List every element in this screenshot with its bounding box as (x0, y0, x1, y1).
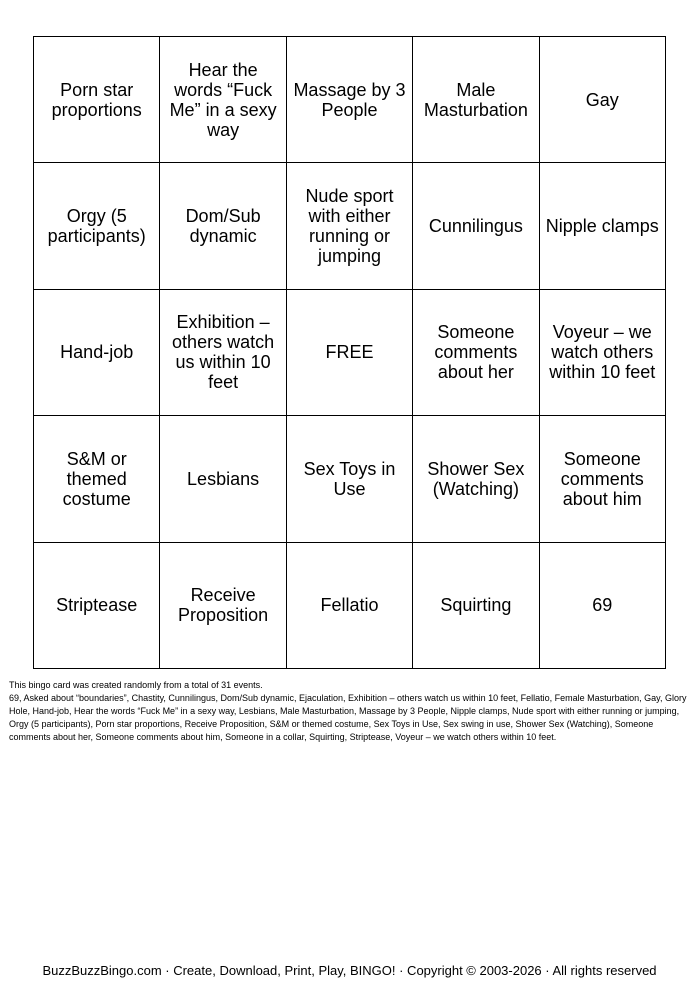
bingo-row (34, 37, 666, 163)
bingo-cell: Sex Toys in Use (286, 416, 412, 542)
bingo-row (34, 289, 666, 415)
bingo-cell: Someone comments about him (539, 416, 665, 542)
bingo-cell: Nude sport with either running or jumping (286, 163, 412, 289)
bingo-cell: Striptease (34, 542, 160, 668)
bingo-cell: Lesbians (160, 416, 286, 542)
bingo-row (34, 163, 666, 289)
bingo-cell: Receive Proposition (160, 542, 286, 668)
bingo-cell: Shower Sex (Watching) (413, 416, 539, 542)
bingo-row (34, 416, 666, 542)
bingo-cell: Dom/Sub dynamic (160, 163, 286, 289)
bingo-cell: S&M or themed costume (34, 416, 160, 542)
bingo-cell: Porn star proportions (34, 37, 160, 163)
bingo-card-grid (33, 36, 666, 669)
bingo-cell: Squirting (413, 542, 539, 668)
page-footer: BuzzBuzzBingo.com · Create, Download, Print, Play, BINGO! · Copyright © 2003-2026 · All rights reserved (42, 963, 657, 978)
bingo-cell: Massage by 3 People (286, 37, 412, 163)
bingo-cell: Exhibition – others watch us within 10 feet (160, 289, 286, 415)
bingo-free-cell: FREE (286, 289, 412, 415)
bingo-cell: Hand-job (34, 289, 160, 415)
bingo-cell: Fellatio (286, 542, 412, 668)
bingo-cell: Male Masturbation (413, 37, 539, 163)
bingo-cell: Cunnilingus (413, 163, 539, 289)
bingo-cell: Voyeur – we watch others within 10 feet (539, 289, 665, 415)
card-info-events-list: 69, Asked about “boundaries”, Chastity, Cunnilingus, Dom/Sub dynamic, Ejaculation, Exhibition – others watch us within 10 feet, Fellatio, Female Masturbation, Gay, Glory Hole, Hand-job, Hear the words “Fuck Me” in a sexy way, Lesbians, Male Masturbation, Massage by 3 People, Nipple clamps, Nude sport with either running or jumping, Orgy (5 participants), Porn star proportions, Receive Proposition, S&M or themed costume, Sex Toys in Use, Sex swing in use, Shower Sex (Watching), Someone comments about her, Someone comments about him, Someone in a collar, Squirting, Striptease, Voyeur – we watch others within 10 feet. (9, 693, 687, 742)
bingo-cell: Gay (539, 37, 665, 163)
card-info (9, 679, 691, 744)
bingo-row (34, 542, 666, 668)
card-info-intro: This bingo card was created randomly from a total of 31 events. (9, 680, 263, 690)
bingo-cell: Someone comments about her (413, 289, 539, 415)
bingo-cell: Nipple clamps (539, 163, 665, 289)
bingo-cell: Hear the words “Fuck Me” in a sexy way (160, 37, 286, 163)
bingo-cell: Orgy (5 participants) (34, 163, 160, 289)
bingo-cell: 69 (539, 542, 665, 668)
